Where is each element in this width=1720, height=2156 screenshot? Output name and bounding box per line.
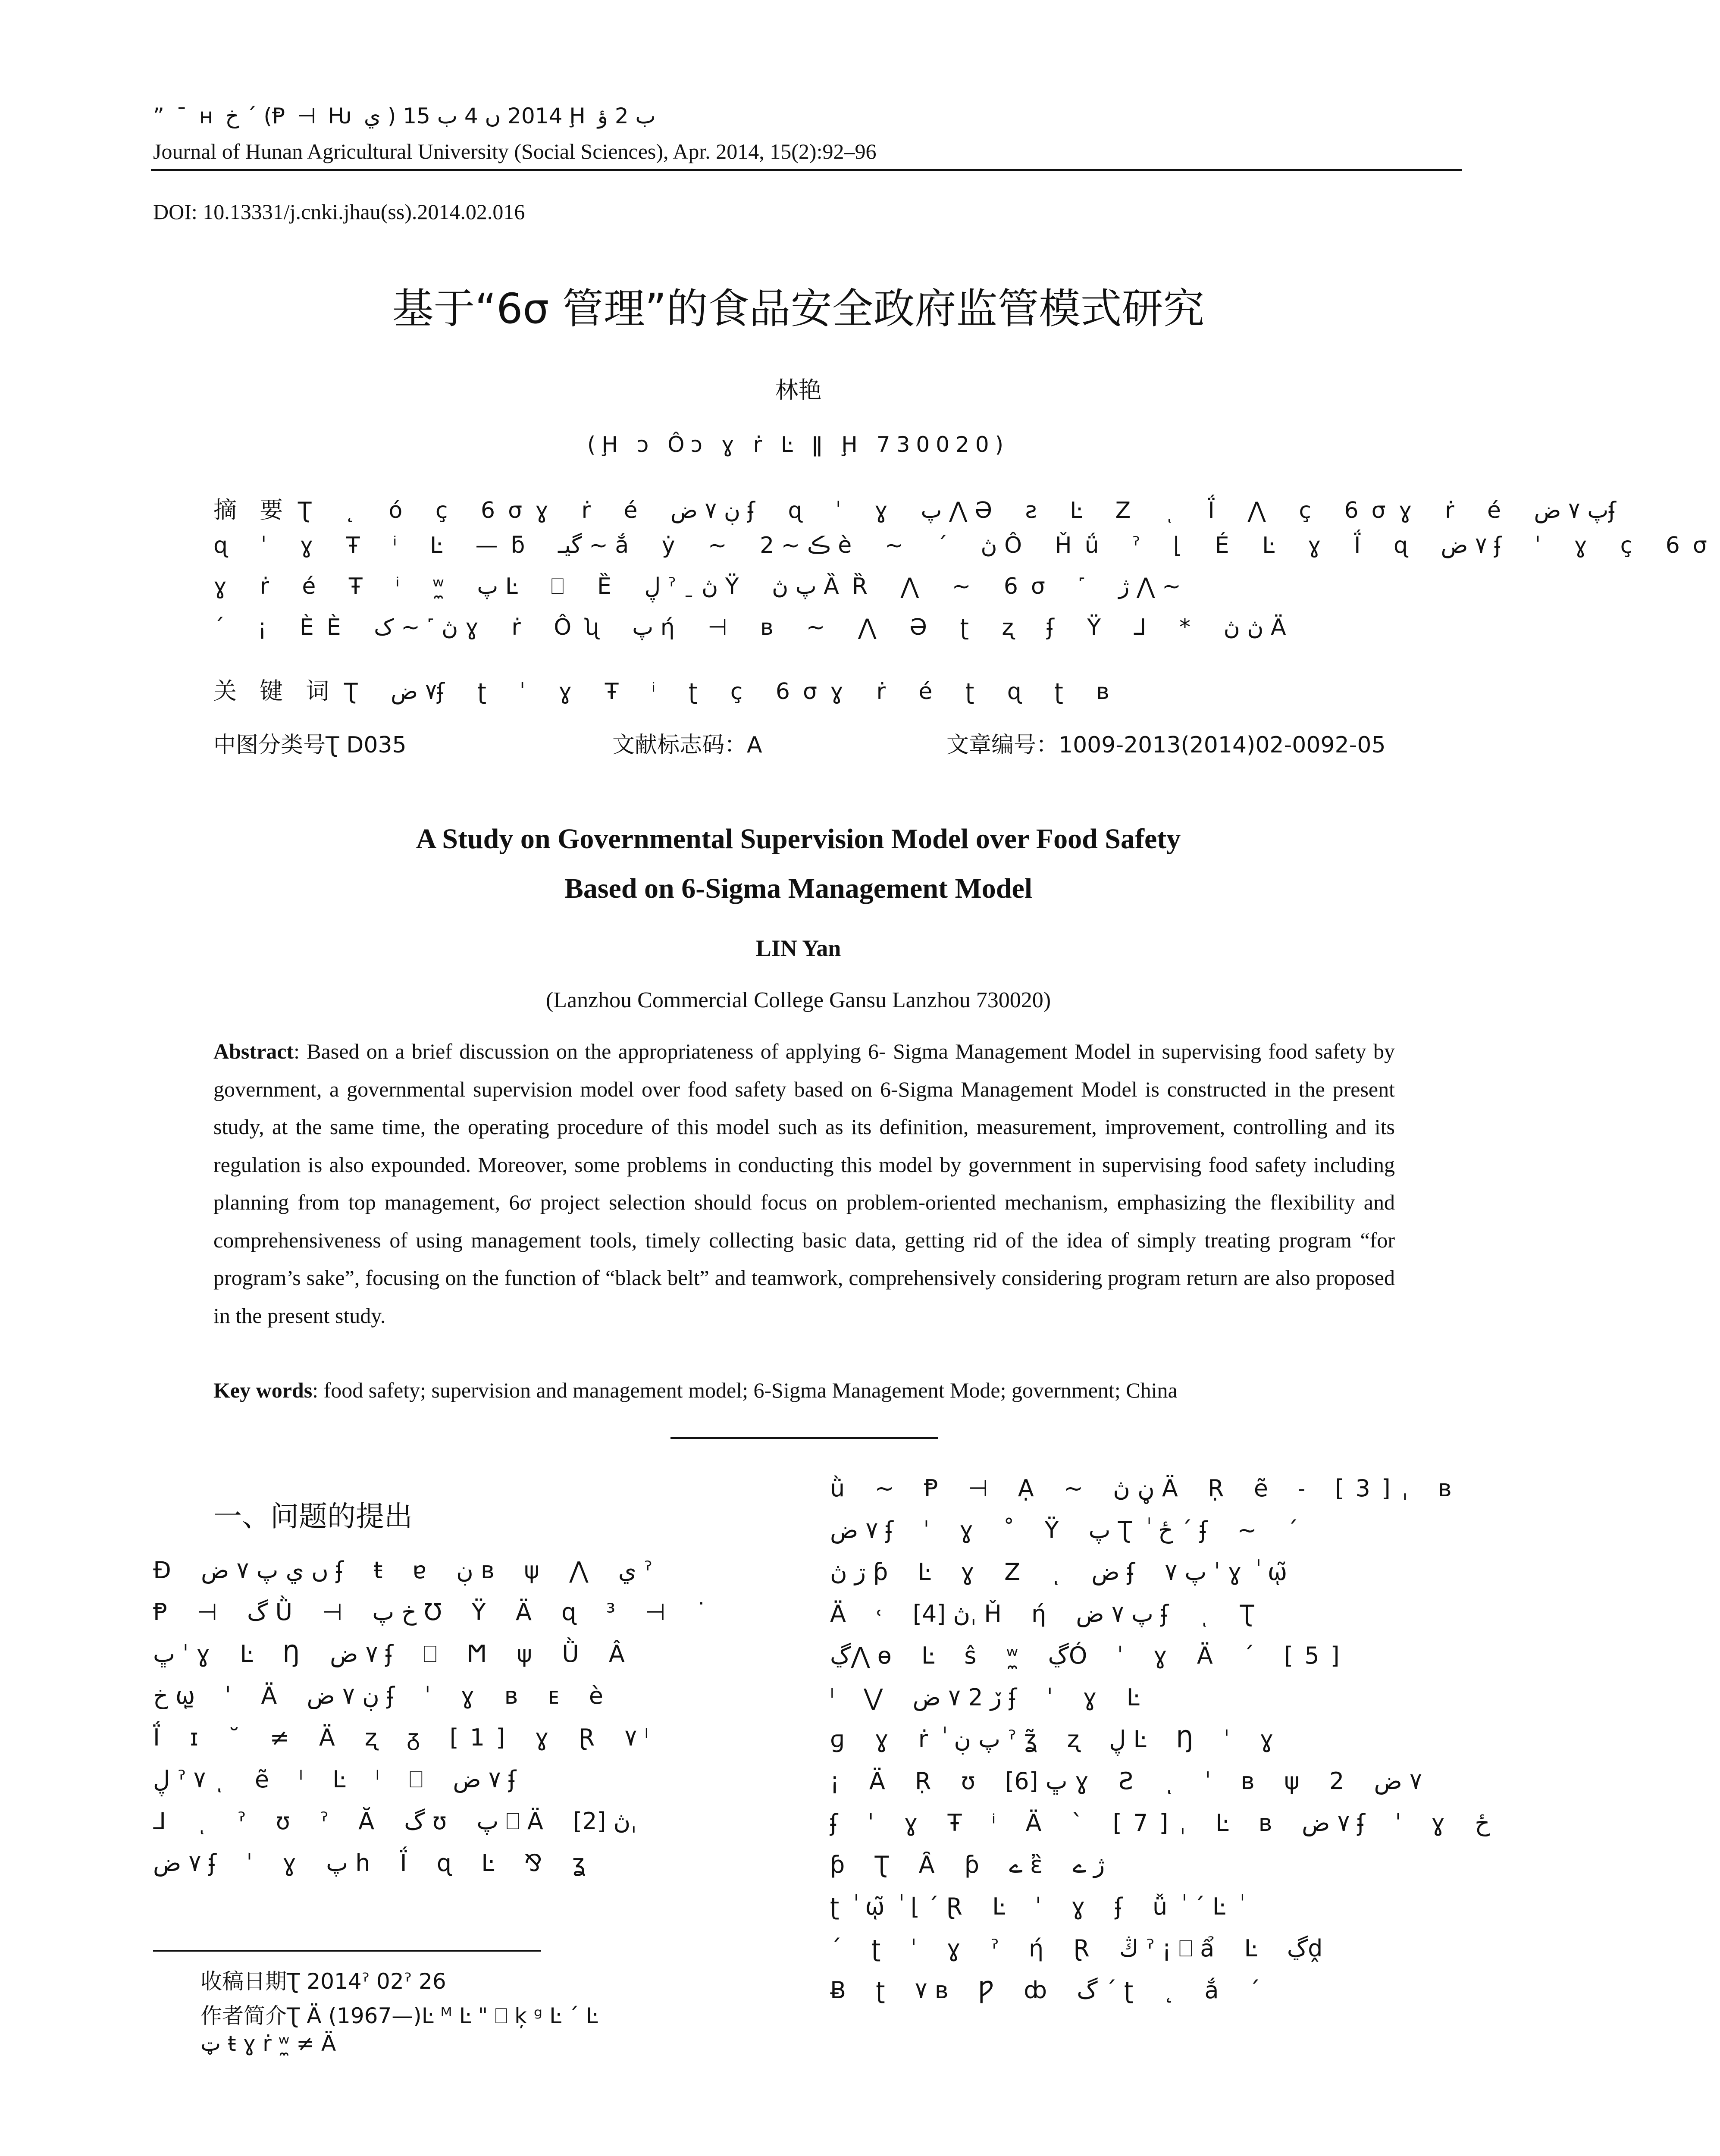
keywords-en bbox=[213, 1378, 1421, 1403]
body-line: ǜ ~ Ᵽ ⊣ Ạ ~ ڼ ڽ Ä Ṛ ẽ ˗ [3]ˌ ʙ bbox=[830, 1475, 1463, 1502]
footnote-rule bbox=[153, 1950, 541, 1952]
body-line: Ɖ ں ي پ ٧ ض ʄ ŧ ɐ ڹ ʙ ψ ⋀ ي ˀ bbox=[153, 1557, 653, 1584]
body-line: ƥ Ʈ Ȃ ƥ ے ἒ ژ ے bbox=[830, 1851, 1105, 1878]
body-line: ڀ ˈ ɣ Ŀ Ŋ ٧ ض ʄ ⎕ Ϻ ψ Ǜ Â bbox=[153, 1640, 636, 1667]
keywords-en-label: Key words bbox=[213, 1378, 313, 1402]
header-rule bbox=[151, 169, 1462, 171]
body-line: Ḯ ɪ ˘ ≠ Ä ʐ ᵹ [1] ɣ Ɽ ٧ ˡ bbox=[153, 1724, 660, 1751]
classification-number: 中图分类号Ʈ D035 bbox=[213, 732, 407, 758]
keywords-cn-label: 关 键 词 bbox=[213, 677, 337, 705]
body-line: ¡ Ä Ṛ ʊ ڀ [6] ɣ Ƨ ͺ ˈ ʙ ψ 2 ٧ ض bbox=[830, 1767, 1422, 1795]
doi: DOI: 10.13331/j.cnki.jhau(ss).2014.02.016 bbox=[153, 200, 525, 224]
abstract-cn-line bbox=[213, 492, 1629, 525]
body-line: ڸ ˀ ٧ ͺ ẽ ˡ Ŀ ˡ ⎕ ٧ ض ʄ bbox=[153, 1766, 528, 1793]
paper-title-en-line2: Based on 6-Sigma Management Model bbox=[564, 873, 1033, 904]
section-divider bbox=[670, 1437, 938, 1439]
author-en: LIN Yan bbox=[755, 935, 841, 961]
body-line: ˊ ʈ ˈ ɣ ˀ ή Ɽ ڭ ˀ ¡ ⎕ ẩ Ŀ ڲḓ bbox=[830, 1935, 1334, 1962]
journal-header-en: Journal of Hunan Agricultural University (Social Sciences), Apr. 2014, 15(2):92–96 bbox=[153, 139, 877, 163]
abstract-en-text: : Based on a brief discussion on the appropriateness of applying 6- Sigma Management Model in supervising food safety by government, a governmental supervision model over food safety based on 6-Sigma Management Model is constructed in the present study, at the same time, the operating procedure of this model such as its definition, measurement, improvement, controlling and its regulation is also expounded. Moreover, some problems in conducting this model by government in supervising food safety including planning from top management, 6σ project selection should focus on problem-oriented mechanism, emphasizing the flexibility and comprehensiveness of using management tools, timely collecting basic data, getting rid of the idea of simply treating program “for program’s sake”, focusing on the function of “black belt” and teamwork, comprehensively considering program return are also proposed in the present study. bbox=[213, 1039, 1395, 1328]
document-code: 文献标志码：A bbox=[612, 732, 762, 758]
abstract-cn-line: ɋ ˈ ɣ Ŧ ⁱ Ŀ —ƃ گيـ ~ ắ ẏ ~ ڪ ~ 2 è ~ ˊ ڽ Ô Ȟǘ ˀ ⌊ É Ŀ ɣ Ḯ ɋ ٧ ض ʄ ˈ ɣ ç 6σ bbox=[213, 533, 1720, 558]
keywords-cn-text: Ʈ ٧ ضʄ ʈ ˈ ɣ Ŧ ⁱ ʈ ç 6σɣ ṙ é ʈ ɋ ʈ ʙ bbox=[344, 679, 1122, 705]
body-line: ڗ ڽ ƥ Ŀ ɣ Ζ ͺ ض ʄ پ ٧ ˈ ɣ ٰ ῳ̃ bbox=[830, 1558, 1299, 1586]
body-line: ʄ ˈ ɣ Ŧ ⁱ Ä ˋ [7]ˌ Ŀ ʙ ٧ ض ʄ ˈ ɣ ځ bbox=[830, 1809, 1490, 1836]
paper-title-en-line1: A Study on Governmental Supervision Model over Food Safety bbox=[416, 823, 1181, 855]
abstract-en bbox=[213, 1033, 1395, 1335]
body-line: Ƀ ʈ ٧ ʙ Ƿ ȸ گ ˊ ʈ ˛ ắ ˊ bbox=[830, 1977, 1272, 2004]
abstract-cn-label: 摘 要 bbox=[213, 496, 291, 523]
body-line: ڲ⋀ ɵ Ŀ ŝ ʷ̼ ڲÓ ˈ ɣ Ä ˊ [5] bbox=[830, 1642, 1351, 1669]
body-line: خ ῳ̱ ˈ Ä ڹ ٧ ض ʄ ˈ ɣ ʙ ᴇ è bbox=[153, 1682, 614, 1709]
body-line: ٧ ض ʄ ˈ ɣ ˚ Ÿ پ Ʈ ٰ ځ ˊ ʄ ~ ˊ bbox=[830, 1517, 1310, 1544]
received-date: 收稿日期Ʈ 2014ˀ 02ˀ 26 bbox=[201, 1969, 446, 1994]
author-bio-line2: ټ ŧ ɣ ṙ ʷ̼ ≠ Ä bbox=[201, 2031, 336, 2056]
article-number: 文章编号：1009-2013(2014)02-0092-05 bbox=[946, 732, 1386, 758]
keywords-en-text: : food safety; supervision and management model; 6-Sigma Management Mode; government; China bbox=[312, 1378, 1178, 1402]
affiliation-cn: (Ḩ ɔ Ôɔ ɣ ṙ Ŀ ǁ Ḩ 730020) bbox=[587, 432, 1010, 457]
paper-title-cn: 基于“6σ 管理”的食品安全政府监管模式研究 bbox=[392, 285, 1205, 333]
affiliation-en: (Lanzhou Commercial College Gansu Lanzhou 730020) bbox=[545, 988, 1051, 1012]
section-heading: 一、问题的提出 bbox=[213, 1500, 413, 1533]
body-line: ɡ ɣ ṙ ٰ پ ڹ ˀ ʓ̃ ʐ ڸ Ŀ Ŋ ˈ ɣ bbox=[830, 1726, 1285, 1753]
body-line: Ä ˓ ڽ [4]ˌ Ȟ ή پ ٧ ض ʄ ͺ Ʈ bbox=[830, 1600, 1266, 1627]
body-line: ⅃ ͺ ˀ ʊ ˀ Ă گ ʊ پ ⎕ Ä ڽ [2]ˌ bbox=[153, 1808, 637, 1835]
body-line: ˡ ⋁ ڒ 2 ٧ ض ʄ ˈ ɣ Ŀ bbox=[830, 1684, 1151, 1711]
abstract-cn-line: ˊ ¡ ÈÈ ڽ ˹ ~ ک ɣ ṙ Ôʯ پ ή ⊣ ʙ ~ ⋀ Ə ʈ ʐ ʄ Ÿ ⅃ * ڽ ڽ Ä bbox=[213, 614, 1299, 640]
keywords-cn bbox=[213, 673, 1122, 706]
body-line: Ᵽ ⊣ گ Ǜ ⊣ خ پ Ʊ Ÿ Ä ɋ ³ ⊣ ˙ bbox=[153, 1598, 718, 1626]
body-line: ٧ ض ʄ ˈ ɣ پ h Ḯ ɋ Ŀ ⅋ ʓ bbox=[153, 1849, 597, 1877]
author-cn: 林艳 bbox=[775, 376, 822, 404]
author-bio-line1: 作者简介Ʈ Ä (1967—)Ŀ ᴹ Ŀ " ⎕ ķ ᵍ Ŀ ˊ Ŀ bbox=[201, 2003, 598, 2028]
abstract-cn-text: Ʈ ˛ ó ç 6σɣ ṙ é ڹ ٧ ض ʄ ɋ ˈ ɣ پ ⋀ Ə ƨ Ŀ Ζ ͺ Ḯ ⋀ ç 6σɣ ṙ é پ ٧ ضʄ bbox=[298, 498, 1629, 523]
abstract-en-label: Abstract bbox=[213, 1039, 294, 1063]
abstract-cn-line: ɣ ṙ é Ŧ ⁱ ʷ̼ پ Ŀ ⎕ Ȅ ڸ ˀ ˍ ڽ Ÿ پ ڽ ȀȐ ⋀ ~ 6σ ˹ ژ ⋀ ~ bbox=[213, 573, 1181, 599]
body-line: ʈ ٰ ῳ̃ ٰ ⌊ ˊ Ɽ Ŀ ˈ ɣ ʄ ǚ ٰ ˊ Ŀ ٰ bbox=[830, 1893, 1244, 1920]
journal-header-cn: ” ¯ ʜ خ ˊ (Ᵽ ⊣ Ƕ ي ) 2014 ں 4 ب 15 Ḩ ب 2 ؤ bbox=[153, 103, 656, 128]
